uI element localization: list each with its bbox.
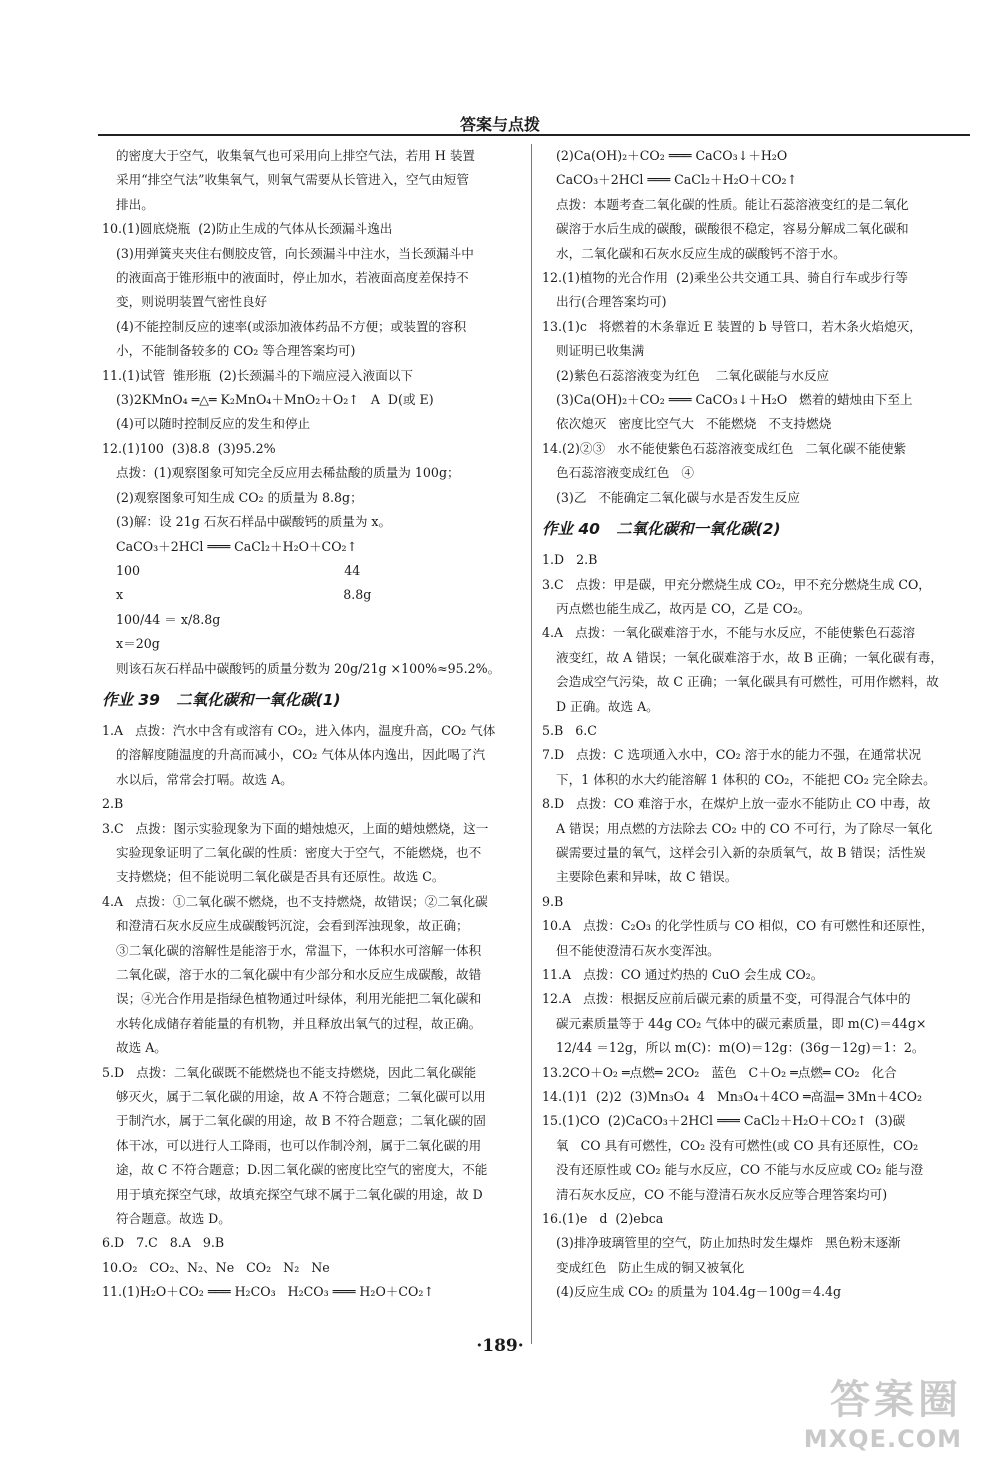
answer-line: 故选 A。 xyxy=(116,1040,167,1056)
answer-line: 的密度大于空气，收集氧气也可采用向上排空气法，若用 H 装置 xyxy=(116,148,476,163)
answer-line: 10.A 点拨：C₂O₃ 的化学性质与 CO 相似，CO 有可燃性和还原性， xyxy=(542,918,934,934)
answer-line: 体干冰，可以进行人工降雨，也可以作制冷剂，属于二氧化碳的用 xyxy=(116,1137,482,1153)
answer-line: CaCO₃＋2HCl ═══ CaCl₂＋H₂O＋CO₂↑ xyxy=(556,172,798,188)
answer-line: (3)乙 不能确定二氧化碳与水是否发生反应 xyxy=(556,489,800,505)
answer-line: 出行(合理答案均可) xyxy=(556,294,667,310)
answer-line: 和澄清石灰水反应生成碳酸钙沉淀，会看到浑浊现象，故正确； xyxy=(116,918,469,934)
answer-line: 6.D 7.C 8.A 9.B xyxy=(102,1235,225,1251)
column-divider xyxy=(531,144,532,1344)
answer-line: 符合题意。故选 D。 xyxy=(116,1211,231,1227)
page-header-title: 答案与点拨 xyxy=(459,115,540,134)
answer-line: x 8.8g xyxy=(116,587,372,603)
answer-line: (3)Ca(OH)₂＋CO₂ ═══ CaCO₃↓＋H₂O 燃着的蜡烛由下至上 xyxy=(556,392,913,408)
watermark xyxy=(804,1368,962,1453)
answer-line: (4)不能控制反应的速率(或添加液体药品不方便；或装置的容积 xyxy=(116,318,467,334)
answer-line: 排出。 xyxy=(116,196,154,212)
answer-line: 8.D 点拨：CO 难溶于水，在煤炉上放一壶水不能防止 CO 中毒，故 xyxy=(542,796,931,812)
answer-line: 变，则说明装置气密性良好 xyxy=(116,294,268,310)
answer-line: 小，不能制备较多的 CO₂ 等合理答案均可) xyxy=(116,343,356,359)
answer-line: 误；④光合作用是指绿色植物通过叶绿体，利用光能把二氧化碳和 xyxy=(116,991,482,1007)
answer-line: 主要除色素和异味，故 C 错误。 xyxy=(556,869,738,885)
answer-line: 12.A 点拨：根据反应前后碳元素的质量不变，可得混合气体中的 xyxy=(542,991,911,1007)
answer-line: 采用“排空气法”收集氧气，则氧气需要从长管进入，空气由短管 xyxy=(116,172,469,188)
answer-line: 水转化成储存着能量的有机物，并且释放出氧气的过程，故正确。 xyxy=(116,1015,482,1031)
answer-line: 4.A 点拨：一氧化碳难溶于水，不能与水反应，不能使紫色石蕊溶 xyxy=(542,625,916,641)
answer-line: 11.(1)试管 锥形瓶 (2)长颈漏斗的下端应浸入液面以下 xyxy=(102,367,414,383)
answer-line: 色石蕊溶液变成红色 ④ xyxy=(556,465,694,481)
answer-line: 14.(2)②③ 水不能使紫色石蕊溶液变成红色 二氧化碳不能使紫 xyxy=(542,440,907,456)
answer-line: 3.C 点拨：图示实验现象为下面的蜡烛熄灭，上面的蜡烛燃烧，这一 xyxy=(102,820,489,836)
answer-line: 途，故 C 不符合题意；D.因二氧化碳的密度比空气的密度大，不能 xyxy=(116,1162,488,1178)
answer-line: 依次熄灭 密度比空气大 不能燃烧 不支持燃烧 xyxy=(556,416,832,432)
answer-line: 碳溶于水后生成的碳酸，碳酸很不稳定，容易分解成二氧化碳和 xyxy=(556,221,909,237)
answer-line: (2)观察图象可知生成 CO₂ 的质量为 8.8g； xyxy=(116,489,363,505)
answer-line: 丙点燃也能生成乙，故丙是 CO，乙是 CO₂。 xyxy=(556,600,811,616)
answer-line: (3)排净玻璃管里的空气，防止加热时发生爆炸 黑色粉末逐渐 xyxy=(556,1235,901,1251)
watermark-url: MXQE.COM xyxy=(803,1425,962,1453)
answer-line: 100 44 xyxy=(116,562,361,578)
answer-line: 支持燃烧；但不能说明二氧化碳是否具有还原性。故选 C。 xyxy=(116,869,445,885)
answer-line: 点拨：本题考查二氧化碳的性质。能让石蕊溶液变红的是二氧化 xyxy=(556,196,909,212)
left-column xyxy=(102,144,520,1305)
answer-line: 的溶解度随温度的升高而减小，CO₂ 气体从体内逸出，因此喝了汽 xyxy=(116,747,486,763)
answer-line: 水以后，常常会打嗝。故选 A。 xyxy=(116,771,293,787)
answer-line: 二氧化碳，溶于水的二氧化碳中有少部分和水反应生成碳酸，故错 xyxy=(116,967,482,982)
answer-line: (4)反应生成 CO₂ 的质量为 104.4g－100g＝4.4g xyxy=(556,1284,842,1300)
answer-line: 则证明已收集满 xyxy=(556,343,645,359)
answer-line: 点拨：(1)观察图象可知完全反应用去稀盐酸的质量为 100g； xyxy=(116,465,460,481)
answer-line: 于制汽水，属于二氧化碳的用途，故 B 不符合题意；二氧化碳的固 xyxy=(116,1113,486,1129)
answer-line: x＝20g xyxy=(116,636,160,652)
answer-line: 会造成空气污染，故 C 正确；一氧化碳具有可燃性，可用作燃料，故 xyxy=(556,674,939,690)
answer-line: (3)2KMnO₄ ═△═ K₂MnO₄＋MnO₂＋O₂↑ A D(或 E) xyxy=(116,392,434,408)
answer-line: 15.(1)CO (2)CaCO₃＋2HCl ═══ CaCl₂＋H₂O＋CO₂↑ (3)碳 xyxy=(542,1113,906,1129)
answer-line: 12/44 ＝12g，所以 m(C)：m(O)＝12g：(36g－12g)＝1：2。 xyxy=(556,1040,925,1056)
answer-line: 2.B xyxy=(102,796,124,812)
answer-line: 3.C 点拨：甲是碳，甲充分燃烧生成 CO₂，甲不充分燃烧生成 CO， xyxy=(542,576,931,592)
answer-line: (2)紫色石蕊溶液变为红色 二氧化碳能与水反应 xyxy=(556,367,830,383)
answer-line: ③二氧化碳的溶解性是能溶于水，常温下，一体积水可溶解一体积 xyxy=(116,942,482,958)
answer-line: (3)解：设 21g 石灰石样品中碳酸钙的质量为 x。 xyxy=(116,514,392,530)
watermark-logo: 答案圈 xyxy=(830,1377,962,1423)
answer-line: 11.(1)H₂O＋CO₂ ═══ H₂CO₃ H₂CO₃ ═══ H₂O＋CO₂↑ xyxy=(102,1284,434,1300)
section-heading: 作业 39 二氧化碳和一氧化碳(1) xyxy=(102,690,341,709)
answer-line: 碳元素质量等于 44g CO₂ 气体中的碳元素质量，即 m(C)＝44g× xyxy=(556,1015,927,1031)
answer-line: 水，二氧化碳和石灰水反应生成的碳酸钙不溶于水。 xyxy=(556,245,846,261)
answer-line: (2)Ca(OH)₂＋CO₂ ═══ CaCO₃↓＋H₂O xyxy=(556,148,788,163)
answer-line: 下，1 体积的水大约能溶解 1 体积的 CO₂，不能把 CO₂ 完全除去。 xyxy=(556,771,936,787)
answer-line: 但不能使澄清石灰水变浑浊。 xyxy=(556,942,720,958)
answer-line: 用于填充探空气球，故填充探空气球不属于二氧化碳的用途，故 D xyxy=(116,1186,483,1202)
answer-line: 14.(1)1 (2)2 (3)Mn₃O₄ 4 Mn₃O₄＋4CO ═高温═ 3Mn＋4CO₂ xyxy=(542,1089,923,1105)
answer-line: (4)可以随时控制反应的发生和停止 xyxy=(116,416,311,432)
answer-line: 1.D 2.B xyxy=(542,552,598,568)
answer-line: 12.(1)植物的光合作用 (2)乘坐公共交通工具、骑自行车或步行等 xyxy=(542,270,908,286)
answer-line: 氧 CO 具有可燃性，CO₂ 没有可燃性(或 CO 具有还原性，CO₂ xyxy=(556,1137,919,1153)
answer-line: 12.(1)100 (3)8.8 (3)95.2% xyxy=(102,440,276,456)
answer-line: 4.A 点拨：①二氧化碳不燃烧，也不支持燃烧，故错误；②二氧化碳 xyxy=(102,893,488,909)
right-column xyxy=(542,144,974,1305)
answer-line: 5.B 6.C xyxy=(542,722,597,738)
answer-line: A 错误；用点燃的方法除去 CO₂ 中的 CO 不可行，为了除尽一氧化 xyxy=(556,820,933,836)
header-rule xyxy=(98,134,970,136)
answer-line: 清石灰水反应，CO 不能与澄清石灰水反应等合理答案均可) xyxy=(556,1186,888,1202)
answer-line: 100/44 ＝ x/8.8g xyxy=(116,611,221,627)
answer-line: 9.B xyxy=(542,893,564,909)
answer-line: 1.A 点拨：汽水中含有或溶有 CO₂，进入体内，温度升高，CO₂ 气体 xyxy=(102,722,496,738)
answer-line: (3)用弹簧夹夹住右侧胶皮管，向长颈漏斗中注水，当长颈漏斗中 xyxy=(116,245,474,261)
answer-line: 13.2CO＋O₂ ═点燃═ 2CO₂ 蓝色 C＋O₂ ═点燃═ CO₂ 化合 xyxy=(542,1064,897,1080)
answer-line: D 正确。故选 A。 xyxy=(556,698,659,714)
answer-line: 实验现象证明了二氧化碳的性质：密度大于空气，不能燃烧，也不 xyxy=(116,844,482,860)
answer-line: 11.A 点拨：CO 通过灼热的 CuO 会生成 CO₂。 xyxy=(542,967,824,982)
answer-line: 液变红，故 A 错误；一氧化碳难溶于水，故 B 正确；一氧化碳有毒， xyxy=(556,649,943,665)
section-heading: 作业 40 二氧化碳和一氧化碳(2) xyxy=(542,520,781,539)
answer-line: 变成红色 防止生成的铜又被氧化 xyxy=(556,1259,745,1275)
answer-line: 7.D 点拨：C 选项通入水中，CO₂ 溶于水的能力不强，在通常状况 xyxy=(542,747,922,763)
answer-line: 16.(1)e d (2)ebca xyxy=(542,1211,664,1227)
answer-line: 没有还原性或 CO₂ 能与水反应，CO 不能与水反应或 CO₂ 能与澄 xyxy=(556,1162,924,1178)
answer-line: 则该石灰石样品中碳酸钙的质量分数为 20g/21g ×100%≈95.2%。 xyxy=(116,660,501,676)
answer-line: 够灭火，属于二氧化碳的用途，故 A 不符合题意；二氧化碳可以用 xyxy=(116,1089,486,1105)
answer-line: 10.O₂ CO₂、N₂、Ne CO₂ N₂ Ne xyxy=(102,1259,330,1275)
answer-line: 5.D 点拨：二氧化碳既不能燃烧也不能支持燃烧，因此二氧化碳能 xyxy=(102,1064,477,1080)
answer-line: 的液面高于锥形瓶中的液面时，停止加水，若液面高度差保持不 xyxy=(116,270,469,286)
page-number: ·189· xyxy=(476,1336,524,1356)
answer-line: CaCO₃＋2HCl ═══ CaCl₂＋H₂O＋CO₂↑ xyxy=(116,538,358,554)
answer-line: 碳需要过量的氧气，这样会引入新的杂质氧气，故 B 错误；活性炭 xyxy=(556,844,926,860)
answer-line: 13.(1)c 将燃着的木条靠近 E 装置的 b 导管口，若木条火焰熄灭， xyxy=(542,318,922,334)
answer-line: 10.(1)圆底烧瓶 (2)防止生成的气体从长颈漏斗逸出 xyxy=(102,221,393,237)
